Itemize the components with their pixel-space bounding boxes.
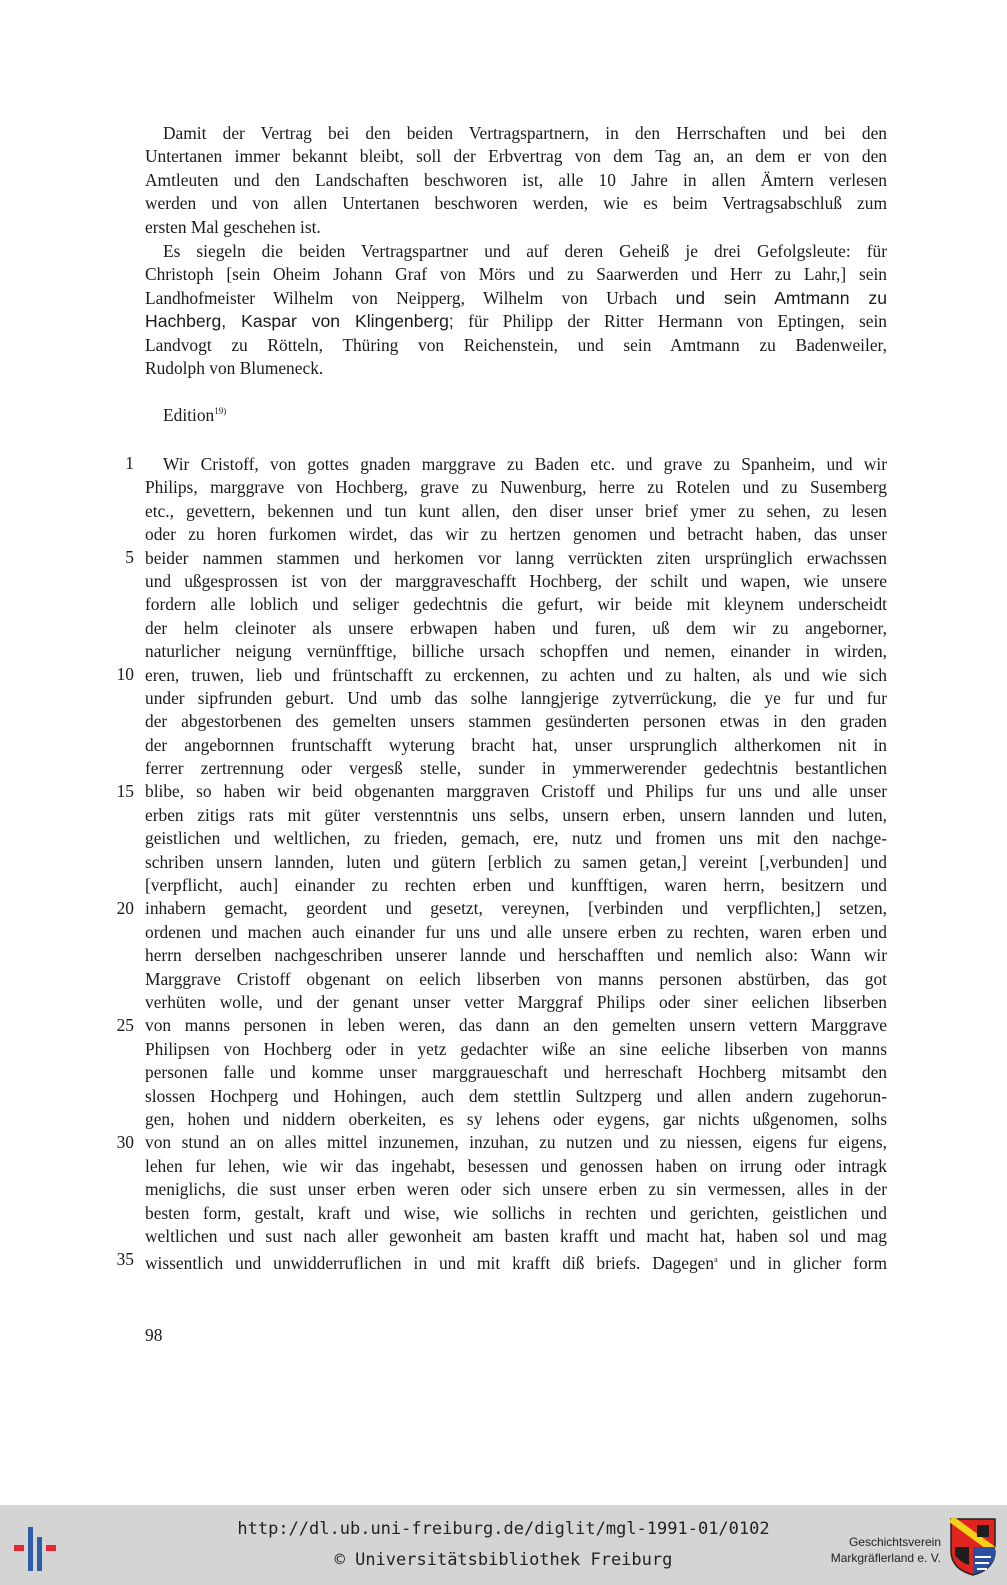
text-line-mixed [145,310,887,333]
text-line: Damit der Vertrag bei den beiden Vertragspartnern, in den Herrschaften und bei den [163,123,887,143]
edition-line: blibe, so haben wir beid obgenanten marggraven Cristoff und Philips fur uns und alle unser [145,781,887,802]
textual-note-mark: a [714,1255,718,1265]
text-line: Rudolph von Blumeneck. [145,358,324,379]
society-name-line-1: Geschichtsverein [848,1535,941,1549]
edition-line: und ußgesprossen ist von der marggraveschafft Hochberg, der schilt und wapen, wie unsere [145,570,887,591]
footer-url-link[interactable]: http://dl.ub.uni-freiburg.de/diglit/mgl-1991-01/0102 [237,1519,770,1539]
edition-line: slossen Hochperg und Hohingen, auch dem stettlin Sultzperg und allen andern zugehorun- [145,1085,887,1106]
text-line: werden und von allen Untertanen beschworen werden, wie es beim Vertragsabschluß zum [145,193,887,214]
text-line: Untertanen immer bekannt bleibt, soll der Erbvertrag von dem Tag an, an dem er von den [145,146,887,167]
line-number: 25 [116,1014,134,1035]
text-line: ersten Mal geschehen ist. [145,216,321,237]
edition-heading-text: Edition [163,405,215,425]
edition-line: oder zu horen furkomen wirdet, das wir zu hertzen genomen und betracht haben, das unser [145,524,887,545]
sans-segment: und sein Amtmann zu [675,287,887,308]
edition-line: under sipfrunden geburt. Und umb das solhe lanngjerige zytverrückung, die ye fur und fur [145,687,887,708]
edition-line: geistlichen und weltlichen, zu frieden, gemach, ere, nutz und fromen uns mit den nachge- [145,828,887,849]
edition-heading [163,405,226,426]
edition-line: von stund an on alles mittel inzunemen, inzuhan, zu nutzen und zu niessen, eigens fur eigens, [145,1132,887,1153]
edition-text [145,453,887,1272]
line-number: 5 [125,546,134,567]
coat-of-arms-icon [949,1517,997,1577]
edition-line: Marggrave Cristoff obgenant on eelich libserben von manns personen abstürben, das got [145,968,887,989]
edition-line: erben zitigs rats mit güter verstenntnis uns selbs, unsern erben, unsern lannden und luten, [145,804,887,825]
edition-line: meniglichs, die sust unser erben weren oder sich unsere erben zu sin vermessen, alles in der [145,1179,887,1200]
edition-line: ordenen und machen auch einander fur uns und alle unsere erben zu rechten, waren erben und [145,921,887,942]
edition-line: der angebornnen fruntschafft wyterung bracht hat, unser ursprunglich altherkomen nit in [145,734,887,755]
edition-line: schriben unsern lannden, luten und gütern [erblich zu samen getan,] vereint [,verbunden] und [145,851,887,872]
footnote-reference: 19) [214,406,227,416]
edition-line: gen, hohen und niddern oberkeiten, es sy lehens oder eygens, gar nichts ußgenomen, solhs [145,1108,887,1129]
edition-line: inhabern gemacht, geordent und gesetzt, vereynen, [verbinden und verpflichten,] setzen, [145,898,887,919]
edition-line: Philipsen von Hochberg oder in yetz gedachter wiße an sine eeliche libserben von manns [145,1038,887,1059]
edition-line [145,1248,887,1274]
serif-segment: für Philipp der Ritter Hermann von Eptingen, sein [453,311,887,332]
text-line: Es siegeln die beiden Vertragspartner und auf deren Geheiß je drei Gefolgsleute: für [163,241,887,261]
line-number: 35 [116,1248,134,1269]
edition-line: verhüten wolle, und der genant unser vetter Marggraf Philips oder siner eelichen libserben [145,991,887,1012]
text-line-mixed [145,287,887,310]
edition-line: ferrer zertrennung oder vergesß stelle, sunder in ymmerwerender gedechtnis bestantlichen [145,758,887,779]
edition-line-segment: und in glicher form [717,1253,887,1274]
edition-line: der helm cleinoter als unsere erbwapen haben und furen, uß dem wir zu angeborner, [145,617,887,638]
page-number: 98 [145,1325,163,1345]
society-name [831,1534,941,1566]
edition-line: besten form, gestalt, kraft und wise, wie sollichs in rechten und gerichten, geistlichen und [145,1202,887,1223]
summary-paragraph-1 [145,122,887,239]
edition-line: lehen fur lehen, wie wir das ingehabt, besessen und genossen haben on irrung oder intragk [145,1155,887,1176]
viewer-footer [0,1505,1007,1585]
text-line: Amtleuten und den Landschaften beschworen ist, alle 10 Jahre in allen Ämtern verlesen [145,169,887,190]
line-number: 20 [116,897,134,918]
line-number: 10 [116,663,134,684]
edition-line: [verpflicht, auch] einander zu rechten erben und kunfftigen, waren herrn, besitzern und [145,875,887,896]
footer-copyright: © Universitätsbibliothek Freiburg [334,1550,673,1570]
edition-line: von manns personen in leben weren, das dann an den gemelten unsern vettern Marggrave [145,1015,887,1036]
edition-line: herrn derselben nachgeschriben unserer lannde und herschafften und nemlich also: Wann wir [145,945,887,966]
text-line: Christoph [sein Oheim Johann Graf von Mörs und zu Saarwerden und Herr zu Lahr,] sein [145,264,887,285]
edition-line: eren, truwen, lieb und früntschafft zu erckennen, zu achten und zu halten, als und wie sich [145,664,887,685]
line-number: 1 [125,453,134,473]
edition-line: der abgestorbenen des gemelten unsers stammen gesünderten personen etwas in den graden [145,711,887,732]
edition-line-segment: wissentlich und unwidderruflichen in und mit krafft diß briefs. Dagegen [145,1253,715,1274]
edition-line: beider nammen stammen und herkomen vor lanng verrückten ziten ursprünglich erwachssen [145,547,887,568]
sans-segment: Hachberg, Kaspar von Klingenberg; [145,311,454,332]
text-line: Landvogt zu Rötteln, Thüring von Reichenstein, und sein Amtmann zu Badenweiler, [145,334,887,355]
line-number: 15 [116,780,134,801]
edition-line: naturlicher neigung vernünfftige, billiche ursach schopffen und nemen, einander in wirden, [145,641,887,662]
edition-line: fordern alle loblich und seliger gedechtnis die gefurt, wir beide mit kleynem underscheidt [145,594,887,615]
line-number: 30 [116,1131,134,1152]
edition-line: weltlichen und sust nach aller gewonheit am basten krafft und macht hat, haben sol und mag [145,1225,887,1246]
society-name-line-2: Markgräflerland e. V. [830,1551,941,1565]
edition-line: Wir Cristoff, von gottes gnaden marggrave zu Baden etc. und grave zu Spanheim, und wir [163,454,887,474]
edition-line: personen falle und komme unser marggraueschaft und herreschaft Hochberg mitsambt den [145,1062,887,1083]
edition-line: Philips, marggrave von Hochberg, grave zu Nuwenburg, herre zu Rotelen und zu Susemberg [145,477,887,498]
summary-paragraph-2 [145,240,887,380]
serif-segment: Landhofmeister Wilhelm von Neipperg, Wilhelm von Urbach [145,287,676,308]
edition-line: etc., gevettern, bekennen und tun kunt allen, den diser unser brief ymer zu sehen, zu lesen [145,500,887,521]
